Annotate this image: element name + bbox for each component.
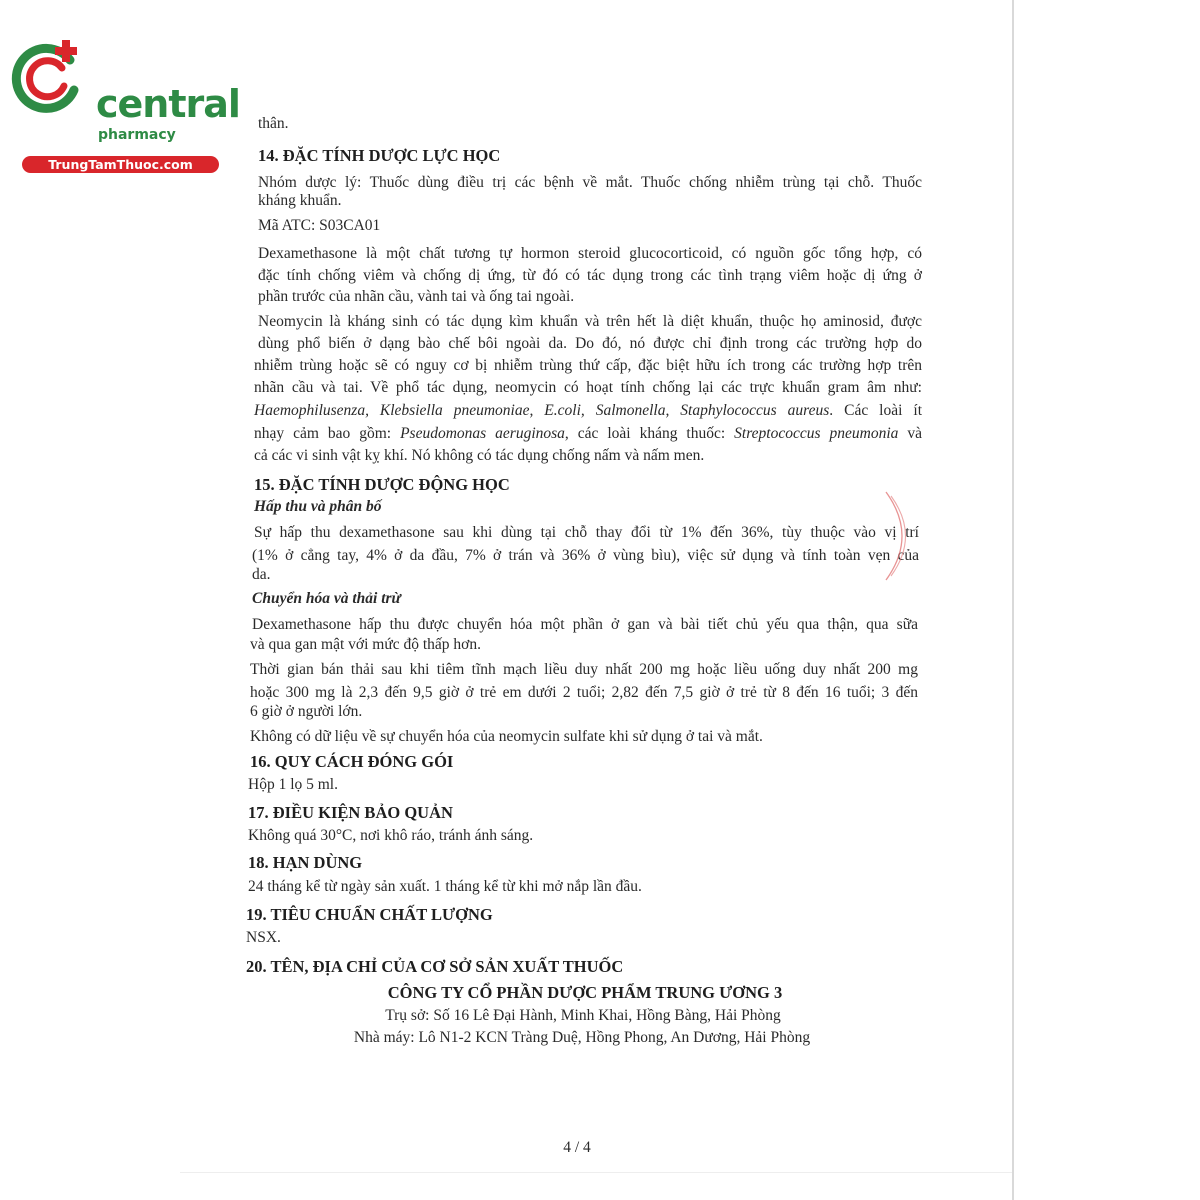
s15-abs-line-1: Sự hấp thu dexamethasone sau khi dùng tại chỗ thay đổi từ 1% đến 36%, tùy thuộc vào vị trí [254, 524, 919, 541]
s14-neo-line-6 [254, 424, 922, 444]
s14-neo-line-6-b: , các loài kháng thuốc: [564, 425, 735, 442]
s15-neomycin-note: Không có dữ liệu về sự chuyển hóa của neomycin sulfate khi sử dụng ở tai và mắt. [250, 728, 763, 745]
section-20-heading: 20. TÊN, ĐỊA CHỈ CỦA CƠ SỞ SẢN XUẤT THUỐC [246, 957, 624, 976]
s14-neo-line-6-a: nhạy cảm bao gồm: [254, 425, 401, 442]
s14-streptococcus: Streptococcus pneumonia [734, 425, 899, 442]
section-19-heading: 19. TIÊU CHUẨN CHẤT LƯỢNG [246, 905, 493, 924]
section-14-heading: 14. ĐẶC TÍNH DƯỢC LỰC HỌC [258, 146, 501, 165]
s15-abs-line-3: da. [252, 566, 271, 583]
s14-group-line-1: Nhóm dược lý: Thuốc dùng điều trị các bệnh về mắt. Thuốc chống nhiễm trùng tại chỗ. Thuốc [258, 174, 922, 191]
s15-halflife-line-3: 6 giờ ở người lớn. [250, 703, 363, 720]
section-15-heading: 15. ĐẶC TÍNH DƯỢC ĐỘNG HỌC [254, 475, 510, 494]
s14-neo-line-4: nhãn cầu và tai. Về phổ tác dụng, neomycin có hoạt tính chống lại các trực khuẩn gram âm như: [254, 379, 922, 396]
s15-abs-line-2: (1% ở cẳng tay, 4% ở da đầu, 7% ở trán và 36% ở vùng bìu), việc sử dụng và tính toàn vẹn của [252, 547, 919, 564]
s20-company-name: CÔNG TY CỔ PHẦN DƯỢC PHẨM TRUNG ƯƠNG 3 [387, 983, 783, 1002]
s18-shelf-life: 24 tháng kể từ ngày sản xuất. 1 tháng kể từ khi mở nắp lần đầu. [248, 878, 642, 895]
s14-neo-line-3: nhiễm trùng hoặc sẽ có nguy cơ bị nhiễm trùng thứ cấp, đặc biệt hữu ích trong các trường hợp trên [254, 357, 922, 374]
page-number: 4 / 4 [563, 1139, 591, 1156]
logo-url-badge: TrungTamThuoc.com [22, 156, 219, 173]
s14-neo-line-7: cả các vi sinh vật kỵ khí. Nó không có tác dụng chống nấm và nấm men. [254, 447, 705, 464]
s15-subheading-absorption: Hấp thu và phân bố [254, 498, 382, 515]
logo-name: central [96, 82, 240, 126]
stamp-mark-icon [878, 488, 918, 584]
intro-tail: thân. [258, 115, 289, 132]
page-edge [1012, 0, 1014, 1200]
s14-group-line-2: kháng khuẩn. [258, 192, 342, 209]
s15-halflife-line-1: Thời gian bán thải sau khi tiêm tĩnh mạch liều duy nhất 200 mg hoặc liều uống duy nhất 200 mg [250, 661, 918, 678]
section-16-heading: 16. QUY CÁCH ĐÓNG GÓI [250, 752, 454, 771]
s20-factory: Nhà máy: Lô N1-2 KCN Tràng Duệ, Hồng Phong, An Dương, Hải Phòng [353, 1029, 811, 1046]
s14-atc-code: Mã ATC: S03CA01 [258, 217, 381, 234]
s16-packaging: Hộp 1 lọ 5 ml. [248, 776, 338, 793]
s20-headquarters: Trụ sở: Số 16 Lê Đại Hành, Minh Khai, Hồng Bàng, Hải Phòng [385, 1007, 781, 1024]
s15-halflife-line-2: hoặc 300 mg là 2,3 đến 9,5 giờ ở trẻ em dưới 2 tuổi; 2,82 đến 7,5 giờ ở trẻ từ 8 đến 16 tuổi; 3 đến [250, 684, 918, 701]
s14-neo-line-6-c: và [898, 425, 922, 442]
s14-neo-line-2: dùng phổ biến ở dạng bào chế bôi ngoài da. Do đó, nó được chỉ định trong các trường hợp do [258, 335, 922, 352]
s19-standard: NSX. [246, 929, 281, 946]
s14-dexa-line-1: Dexamethasone là một chất tương tự hormon steroid glucocorticoid, có nguồn gốc tổng hợp, có [258, 245, 922, 262]
s15-met-line-1: Dexamethasone hấp thu được chuyển hóa một phần ở gan và bài tiết chủ yếu qua thận, qua sữa [252, 616, 918, 633]
s14-neo-line-5 [254, 401, 922, 421]
central-pharmacy-logo[interactable] [10, 38, 240, 172]
s14-dexa-line-2: đặc tính chống viêm và chống dị ứng, từ đó có tác dụng trong các tình trạng viêm hoặc dị ứng ở [258, 267, 922, 284]
s14-pseudomonas: Pseudomonas aeruginosa [400, 425, 565, 442]
s14-dexa-line-3: phần trước của nhãn cầu, vành tai và ống tai ngoài. [258, 288, 575, 305]
section-17-heading: 17. ĐIỀU KIỆN BẢO QUẢN [248, 803, 453, 822]
s17-storage: Không quá 30°C, nơi khô ráo, tránh ánh sáng. [248, 827, 534, 844]
page-bottom-edge [180, 1172, 1012, 1173]
logo-subtitle: pharmacy [98, 127, 176, 143]
central-logo-mark-icon [10, 38, 94, 118]
s15-subheading-metabolism: Chuyển hóa và thải trừ [252, 590, 401, 607]
s14-bacteria-list: Haemophilusenza, Klebsiella pneumoniae, E.coli, Salmonella, Staphylococcus aureus [254, 402, 830, 419]
s14-neo-line-1: Neomycin là kháng sinh có tác dụng kìm khuẩn và trên hết là diệt khuẩn, thuộc họ aminosid, được [258, 313, 922, 330]
section-18-heading: 18. HẠN DÙNG [248, 853, 363, 872]
s14-neo-line-5-tail: . Các loài ít [829, 402, 922, 419]
s15-met-line-2: và qua gan mật với mức độ thấp hơn. [250, 636, 481, 653]
